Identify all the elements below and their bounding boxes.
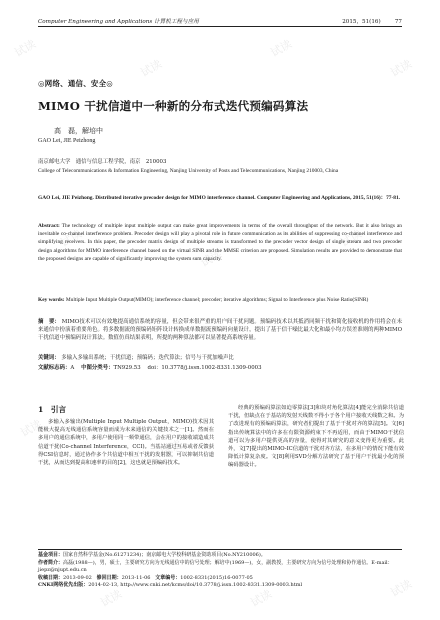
abstract-english — [38, 222, 402, 263]
keywords-chinese — [38, 354, 402, 362]
revised-label: 修回日期： — [96, 574, 122, 581]
received-date: 2013-09-02 — [63, 574, 92, 581]
watermark: 试读 — [198, 247, 225, 270]
doc-code-label: 文献标志码： — [38, 365, 71, 371]
watermark: 试读 — [98, 587, 125, 610]
keywords-chinese-label: 关键词： — [38, 355, 60, 361]
authors-english: GAO Lei, JIE Peizhong — [38, 138, 96, 144]
keywords-english-text: Multiple Input Multiple Output(MIMO); interference channel; precoder; iterative algorithms; Signal to Interference plus Noise Ratio(SINR) — [65, 297, 369, 303]
abstract-english-label: Abstract: — [38, 223, 60, 229]
footnote-rule — [38, 549, 402, 550]
page-number: 77 — [394, 19, 402, 25]
watermark: 试读 — [268, 37, 295, 60]
bio-label: 作者简介： — [38, 559, 64, 566]
column-label: ◎网络、通信、安全◎ — [38, 79, 114, 88]
affiliation-english: College of Telecommunications & Information Engineering, Nanjing University of Posts and Telecommunications, Nanjing 210003, China — [38, 168, 339, 174]
doi: 10.3778/j.issn.1002-8331.1309-0003 — [161, 365, 262, 371]
watermark: 试读 — [338, 227, 365, 250]
online-label: CNKI网络优先出版： — [38, 582, 89, 589]
article-number-label: 文章编号： — [155, 574, 181, 581]
clc-label: 中图分类号： — [81, 365, 114, 371]
received-label: 收稿日期： — [38, 574, 64, 581]
body-right-column — [228, 404, 404, 470]
body-left-column — [38, 418, 214, 467]
abstract-chinese-label: 摘 要： — [38, 319, 60, 325]
footnote — [38, 552, 402, 590]
keywords-chinese-text: 多输入多输出系统；干扰信道；预编码；迭代算法；信号与干扰加噪声比 — [61, 355, 234, 361]
bio-line — [38, 560, 402, 575]
watermark: 试读 — [158, 437, 185, 460]
clc-number: TN929.53 — [113, 365, 141, 371]
watermark: 试读 — [248, 587, 275, 610]
fund-line — [38, 552, 402, 560]
watermark: 试读 — [12, 37, 39, 60]
body-paragraph: 经典的预编码算法如迫零算法[3]和块对角化算法[4]能完全消除共信道干扰，但缺点在于基站的发射天线数不得小于各个用户接收天线数之和。为了改进现有的预编码算法，研究者们提出了基于干扰对齐的算法[5]。文[6]指出传统算法中的许多在有限资源约束下不再适用，而由于MIMO干扰信道可以为多用户提供更高的容量，使得对其研究的意义变得更为重要。此外，文[7]提出的MIMO-IC信道的干扰对齐方法，在多用户的情况下能有效降低计算复杂度。文[8]利用SVD分解方法研究了基于用户干扰最小化的预编码器设计。 — [228, 405, 404, 469]
citation-english: GAO Lei, JIE Peizhong. Distributed iterative precoder design for MIMO interference channel. Computer Engineering and Applications, 2015, 51(16)：77-81. — [38, 195, 401, 201]
document-info — [38, 364, 402, 372]
abstract-english-text: The technology of multiple input multiple output can make great improvements in terms of the overall throughput of the network. But it also brings an inevitable co-channel interference problem. Precoder design will play a pivotal role in future communication as its abilities of suppressing co-channel interference and simplifying receivers. In this paper, the precoder matrix design of multiple streams is transformed to the precoder vector design of single stream and two precoder design algorithms for MIMO interference channel based on the virtual SINR and the MMSE criterion are proposed. Simulation results are provided to demonstrate that the proposed designs are capable of significantly improving the system sum capacity. — [38, 223, 402, 262]
header-rule — [38, 26, 402, 27]
article-number: 1002-8331(2015)16-0077-05 — [180, 574, 253, 581]
doi-label: doi： — [147, 365, 162, 371]
authors-chinese: 高 磊，解培中 — [54, 127, 103, 135]
watermark: 试读 — [298, 417, 325, 440]
issue-and-page — [342, 17, 402, 25]
body-paragraph: 多输入多输出(Multiple Input Multiple Output，MIMO)技术因其能极大提高无线通信系统容量而成为未来通信的关键技术之一[1]。然而在多用户的通信系统中，多用户使用同一频带通信，会在用户的接收端造成共信道干扰(Co-channel Interference，CCI)。当基站通过互易或者反馈获得CSI信息时，通过协作多个共信道中相互干扰的发射器，可以抑制共信道干扰，从而达到提高和速率的目的[2]，这也就是预编码技术。 — [38, 419, 214, 467]
watermark: 试读 — [388, 57, 415, 80]
watermark: 试读 — [138, 57, 165, 80]
watermark: 试读 — [388, 577, 415, 600]
doc-code: A — [70, 365, 75, 371]
bio-text: 高磊(1988—)，男，硕士，主要研究方向为无线通信中的信号处理；解培中(1969—)，女，副教授，主要研究方向为信号处理和协作通信。E-mail：jiepz@njupt.edu.cn — [38, 559, 393, 574]
revised-date: 2013-11-06 — [121, 574, 151, 581]
abstract-chinese — [38, 318, 402, 343]
affiliation-chinese: 南京邮电大学 通信与信息工程学院，南京 210003 — [38, 159, 167, 165]
abstract-chinese-text: MIMO技术可以有效地提高通信系统的容量，但会带来很严重的用户间干扰问题。预编码技术以其抵消同频干扰和简化接收机的作用将会在未来通信中扮演着重要角色。将多数据流的预编码矩阵设计转换成单数据流预编码向量设计，提出了基于信干噪比最大化和最小均方误差准则的两种MIMO干扰信道中预编码设计算法。数值仿真结果表明，所提的两种算法都可以显著提高系统容量。 — [38, 319, 402, 342]
watermark: 试读 — [58, 227, 85, 250]
keywords-english-label: Key words: — [38, 297, 65, 303]
fund-text: 国家自然科学基金(No.61271234)；南京邮电大学校科研基金资助项目(No.NY210006)。 — [63, 552, 266, 558]
fund-label: 基金项目： — [38, 552, 64, 558]
section-heading: 1 引言 — [38, 405, 67, 414]
online-line — [38, 582, 402, 590]
online-info: 2014-02-13, http://www.cnki.net/kcms/doi/10.3778/j.issn.1002-8331.1309-0003.html — [88, 582, 303, 589]
paper-title: MIMO 干扰信道中一种新的分布式迭代预编码算法 — [38, 99, 309, 113]
keywords-english — [38, 296, 402, 304]
volume-info: 2015，51(16) — [342, 19, 381, 25]
watermark: 试读 — [18, 417, 45, 440]
journal-name: Computer Engineering and Applications 计算机工程与应用 — [38, 19, 199, 25]
